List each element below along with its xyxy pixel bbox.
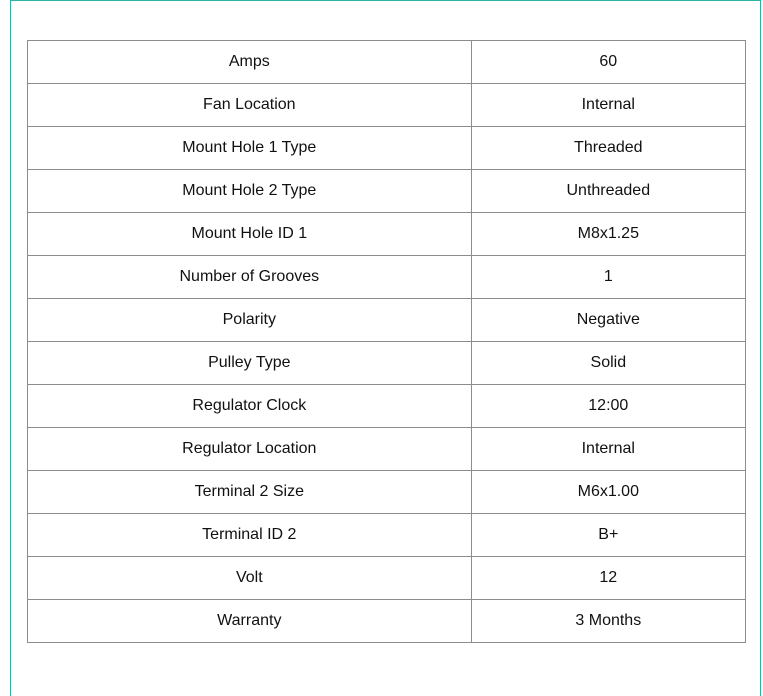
spec-value: 12:00 — [471, 385, 745, 428]
table-row — [28, 514, 746, 557]
spec-attribute: Mount Hole 1 Type — [28, 127, 472, 170]
spec-attribute: Warranty — [28, 600, 472, 643]
table-row — [28, 256, 746, 299]
spec-value: Unthreaded — [471, 170, 745, 213]
table-row — [28, 127, 746, 170]
spec-attribute: Terminal 2 Size — [28, 471, 472, 514]
spec-attribute: Pulley Type — [28, 342, 472, 385]
table-row — [28, 471, 746, 514]
table-row — [28, 428, 746, 471]
table-row — [28, 41, 746, 84]
table-row — [28, 342, 746, 385]
spec-value: Internal — [471, 428, 745, 471]
spec-value: Threaded — [471, 127, 745, 170]
spec-value: 3 Months — [471, 600, 745, 643]
table-row — [28, 299, 746, 342]
spec-attribute: Mount Hole 2 Type — [28, 170, 472, 213]
spec-attribute: Regulator Clock — [28, 385, 472, 428]
spec-value: M8x1.25 — [471, 213, 745, 256]
spec-value: 60 — [471, 41, 745, 84]
specifications-table — [27, 40, 746, 643]
spec-value: Internal — [471, 84, 745, 127]
table-row — [28, 84, 746, 127]
spec-attribute: Polarity — [28, 299, 472, 342]
table-row — [28, 213, 746, 256]
spec-value: M6x1.00 — [471, 471, 745, 514]
spec-attribute: Fan Location — [28, 84, 472, 127]
table-row — [28, 385, 746, 428]
spec-value: B+ — [471, 514, 745, 557]
spec-value: 12 — [471, 557, 745, 600]
table-row — [28, 557, 746, 600]
spec-attribute: Mount Hole ID 1 — [28, 213, 472, 256]
spec-attribute: Regulator Location — [28, 428, 472, 471]
spec-value: Solid — [471, 342, 745, 385]
table-row — [28, 170, 746, 213]
spec-value: Negative — [471, 299, 745, 342]
table-row — [28, 600, 746, 643]
spec-attribute: Number of Grooves — [28, 256, 472, 299]
spec-attribute: Volt — [28, 557, 472, 600]
spec-value: 1 — [471, 256, 745, 299]
spec-attribute: Terminal ID 2 — [28, 514, 472, 557]
spec-attribute: Amps — [28, 41, 472, 84]
